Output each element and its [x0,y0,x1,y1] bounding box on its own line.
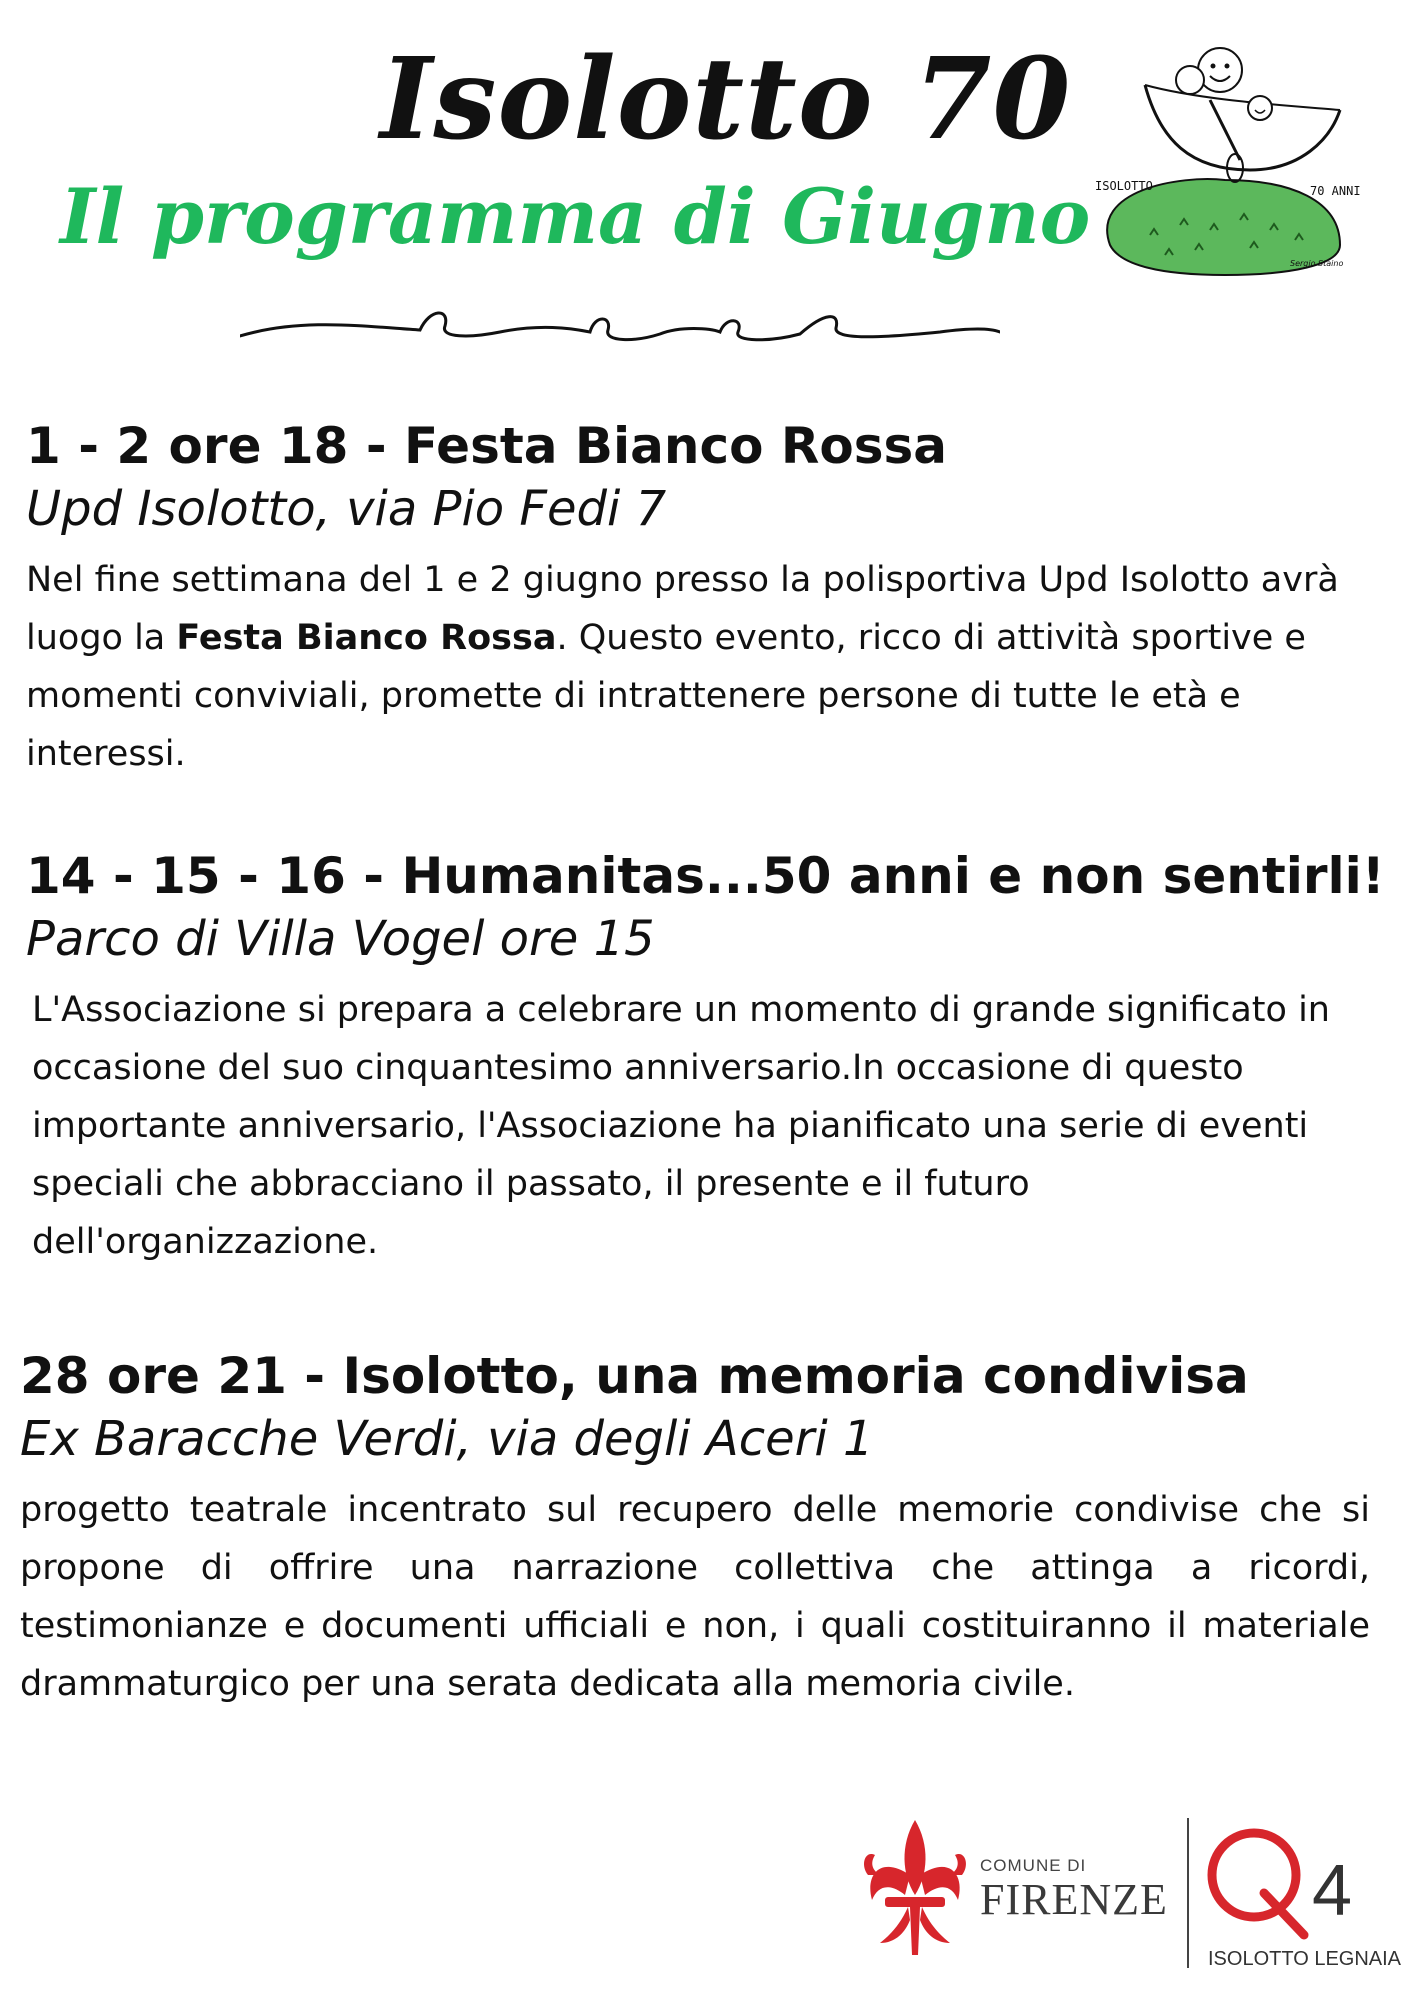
event-1 [26,415,1396,783]
event-place: Parco di Villa Vogel ore 15 [26,911,655,967]
quartiere-name: ISOLOTTO LEGNAIA [1208,1948,1402,1970]
quartiere-4-logo [1204,1815,1374,1945]
logo-signature: Sergio Staino [1290,259,1344,268]
event-place: Ex Baracche Verdi, via degli Aceri 1 [20,1411,874,1467]
event-description: progetto teatrale incentrato sul recupero delle memorie condivise che si propone di offrire una narrazione collettiva che attinga a ricordi, testimonianze e documenti ufficiali e non, i quali costituiranno il materiale drammaturgico per una serata dedicata alla memoria civile. [20,1490,1370,1704]
logo-right-text: 70 ANNI [1310,184,1361,198]
event-title: 14 - 15 - 16 - Humanitas...50 anni e non sentirli! [26,847,1385,905]
event-place: Upd Isolotto, via Pio Fedi 7 [26,481,667,537]
florence-lily-icon [860,1815,970,1965]
event-title: 1 - 2 ore 18 - Festa Bianco Rossa [26,417,947,475]
event-description: L'Associazione si prepara a celebrare un momento di grande significato in occasione del suo cinquantesimo anniversario.In occasione di questo importante anniversario, l'Associazione ha pianificato una serie di eventi speciali che abbracciano il passato, il presente e il futuro dell'organizzazione. [32,990,1330,1262]
event-description: Nel fine settimana del 1 e 2 giugno presso la polisportiva Upd Isolotto avrà luogo la Festa Bianco Rossa. Questo evento, ricco di attività sportive e momenti conviviali, promette di intrattenere persone di tutte le età e interessi. [26,560,1339,774]
event-title: 28 ore 21 - Isolotto, una memoria condivisa [20,1347,1249,1405]
comune-label: COMUNE DI [980,1856,1087,1875]
decorative-divider [240,298,1000,348]
event-highlight: Festa Bianco Rossa [176,618,557,658]
event-2 [26,845,1396,1271]
quartiere-number: 4 [1312,1851,1353,1931]
page-title: Isolotto 70 [380,34,1072,165]
event-3 [20,1345,1390,1713]
isolotto-70-logo [1050,30,1390,300]
firenze-label: FIRENZE [980,1875,1168,1924]
logo-left-text: ISOLOTTO [1095,179,1153,193]
footer-separator [1187,1818,1189,1968]
page-subtitle: Il programma di Giugno [60,172,1091,261]
